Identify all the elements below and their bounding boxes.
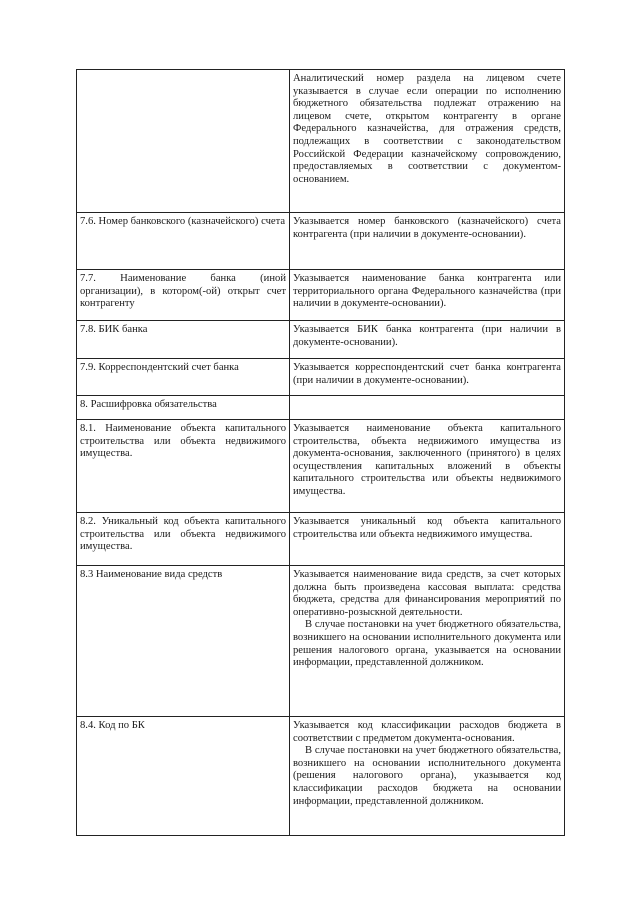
description-paragraph: Указывается корреспондентский счет банка контрагента (при наличии в документе-основании). [293,362,561,386]
description-cell [290,566,565,717]
description-paragraph: Указывается наименование банка контрагента или территориального органа Федерального казначейства (при наличии в документе-основании). [293,273,561,310]
table-row [77,513,565,566]
table-row [77,566,565,717]
description-cell [290,513,565,566]
table-row [77,321,565,359]
description-cell [290,396,565,420]
field-name-cell: 8.3 Наименование вида средств [77,566,290,717]
field-name-cell: 7.8. БИК банка [77,321,290,359]
field-name-cell: 8.2. Уникальный код объекта капитального строительства или объекта недвижимого имущества. [77,513,290,566]
field-name-cell: 8.4. Код по БК [77,717,290,836]
description-cell [290,359,565,396]
table-row [77,359,565,396]
description-cell [290,270,565,321]
description-cell [290,321,565,359]
requirements-table [76,69,565,836]
description-paragraph: Указывается наименование объекта капитального строительства, объекта недвижимого имущества из документа-основания, заключенного (принятого) в целях осуществления капитальных вложений в объекты капитального строительства или объекты недвижимого имущества. [293,423,561,497]
description-cell [290,70,565,213]
description-paragraph: Указывается БИК банка контрагента (при наличии в документе-основании). [293,324,561,348]
field-name-cell: 7.7. Наименование банка (иной организации), в котором(-ой) открыт счет контрагенту [77,270,290,321]
description-paragraph: Указывается код классификации расходов бюджета в соответствии с предметом документа-основания. [293,720,561,744]
description-paragraph: Указывается уникальный код объекта капитального строительства или объекта недвижимого имущества. [293,516,561,540]
description-paragraph: Аналитический номер раздела на лицевом счете указывается в случае если операции по исполнению бюджетного обязательства подлежат отражению на лицевом счете, открытом контрагенту в органе Федерального казначейства, для отражения средств, подлежащих в соответствии с законодательством Российской Федерации казначейскому сопровождению, предоставляемых в соответствии с документом-основанием. [293,73,561,185]
table-row [77,420,565,513]
description-paragraph: В случае постановки на учет бюджетного обязательства, возникшего на основании исполнительного документа (решения налогового органа), указывается код классификации расходов бюджета на основании информации, представленной должником. [293,745,561,807]
description-paragraph: Указывается номер банковского (казначейского) счета контрагента (при наличии в документе-основании). [293,216,561,240]
table-row [77,213,565,270]
description-cell [290,213,565,270]
description-paragraph: В случае постановки на учет бюджетного обязательства, возникшего на основании исполнительного документа или решения налогового органа, указывается на основании информации, представленной должником. [293,619,561,669]
table-row [77,70,565,213]
section-heading-cell: 8. Расшифровка обязательства [77,396,290,420]
table-row [77,717,565,836]
field-name-cell: 7.9. Корреспондентский счет банка [77,359,290,396]
table-row [77,270,565,321]
table-row [77,396,565,420]
description-paragraph: Указывается наименование вида средств, за счет которых должна быть произведена кассовая выплата: средства бюджета, средства для финансирования мероприятий по оперативно-розыскной деятельности. [293,569,561,618]
field-name-cell: 8.1. Наименование объекта капитального строительства или объекта недвижимого имущества. [77,420,290,513]
description-cell [290,420,565,513]
field-name-cell [77,70,290,213]
field-name-cell: 7.6. Номер банковского (казначейского) счета [77,213,290,270]
description-cell [290,717,565,836]
